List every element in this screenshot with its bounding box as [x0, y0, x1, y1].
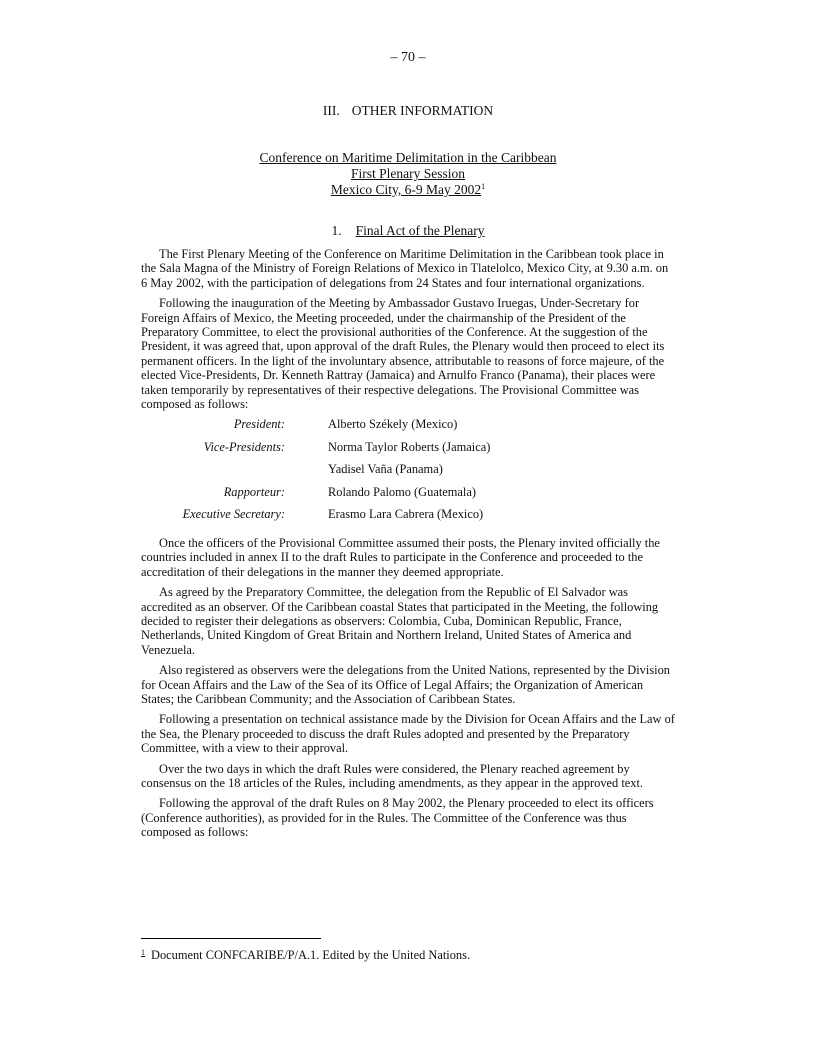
officer-role: Executive Secretary:: [182, 507, 285, 522]
footnote: [141, 948, 681, 963]
section-title: OTHER INFORMATION: [351, 103, 494, 118]
footnote-reference: 1: [481, 182, 486, 191]
officer-row: [141, 507, 676, 530]
paragraph: The First Plenary Meeting of the Conference on Maritime Delimitation in the Caribbean took place in the Sala Magna of the Ministry of Foreign Relations of Mexico in Tlatelolco, Mexico City, at 9.30 a.m. on 6 May 2002, with the participation of delegations from 24 States and four international organizations.: [141, 247, 669, 290]
paragraph: Following the inauguration of the Meeting by Ambassador Gustavo Iruegas, Under-Secretary for Foreign Affairs of Mexico, the Meeting proceeded, under the chairmanship of the President of the Preparatory Committee, to elect the provisional authorities of the Conference. At the suggestion of the President, it was agreed that, upon approval of the draft Rules, the Plenary would then proceed to elect its permanent officers. In the light of the involuntary absence, attributable to reasons of force majeure, of the elected Vice-Presidents, Dr. Kenneth Rattray (Jamaica) and Arnulfo Franco (Panama), their places were taken temporarily by representatives of their respective delegations. The Provisional Committee was composed as follows:: [141, 296, 665, 412]
officer-role: Rapporteur:: [223, 484, 285, 499]
subsection-title: Final Act of the Plenary: [355, 223, 485, 238]
section-heading: [0, 103, 816, 119]
conference-title-block: [0, 150, 816, 198]
officer-role: President:: [233, 417, 285, 432]
session-place-date: Mexico City, 6-9 May 2002: [330, 182, 482, 197]
subsection-heading: [0, 223, 816, 239]
footnote-mark: 1: [141, 948, 145, 957]
paragraph: Also registered as observers were the delegations from the United Nations, represented by the Division for Ocean Affairs and the Law of the Sea of its Office of Legal Affairs; the Organization of American States; the Caribbean Community; and the Association of Caribbean States.: [141, 663, 670, 707]
officer-name: Norma Taylor Roberts (Jamaica): [328, 439, 491, 454]
officer-row: [141, 485, 676, 508]
paragraph: Following a presentation on technical assistance made by the Division for Ocean Affairs and the Law of the Sea, the Plenary proceeded to discuss the draft Rules adopted and presented by the Preparatory Committee, with a view to their approval.: [141, 712, 675, 756]
officer-row: [141, 417, 676, 440]
paragraph: As agreed by the Preparatory Committee, the delegation from the Republic of El Salvador was accredited as an observer. Of the Caribbean coastal States that participated in the Meeting, the following decided to register their delegations as observers: Colombia, Cuba, Dominican Republic, France, Netherlands, United Kingdom of Great Britain and Northern Ireland, United States of America and Venezuela.: [141, 585, 659, 657]
subsection-number: 1.: [331, 223, 342, 238]
officer-name: Rolando Palomo (Guatemala): [328, 484, 476, 499]
officer-name: Erasmo Lara Cabrera (Mexico): [328, 507, 484, 522]
conference-title: Conference on Maritime Delimitation in the Caribbean: [259, 150, 557, 165]
page-number: – 70 –: [390, 50, 426, 65]
officer-role: [141, 462, 328, 485]
section-number: III.: [322, 103, 340, 118]
session-title: First Plenary Session: [350, 166, 465, 181]
officer-row: [141, 440, 676, 463]
footnote-separator: [141, 938, 321, 939]
paragraph: Following the approval of the draft Rules on 8 May 2002, the Plenary proceeded to elect its officers (Conference authorities), as provided for in the Rules. The Committee of the Conference was thus composed as follows:: [141, 796, 654, 840]
body-text: [141, 247, 676, 846]
paragraph: Over the two days in which the draft Rules were considered, the Plenary reached agreement by consensus on the 18 articles of the Rules, including amendments, as they appear in the approved text.: [141, 761, 644, 791]
footnote-text: Document CONFCARIBE/P/A.1. Edited by the United Nations.: [151, 948, 471, 962]
paragraph: Once the officers of the Provisional Committee assumed their posts, the Plenary invited officially the countries included in annex II to the draft Rules to participate in the Conference and proceeded to the accreditation of their delegations in the manner they deemed appropriate.: [141, 535, 660, 579]
officer-row: [141, 462, 676, 485]
officer-name: Yadisel Vaña (Panama): [328, 462, 443, 477]
provisional-committee-list: [141, 417, 676, 530]
officer-name: Alberto Székely (Mexico): [328, 417, 458, 432]
officer-role: Vice-Presidents:: [203, 439, 285, 454]
